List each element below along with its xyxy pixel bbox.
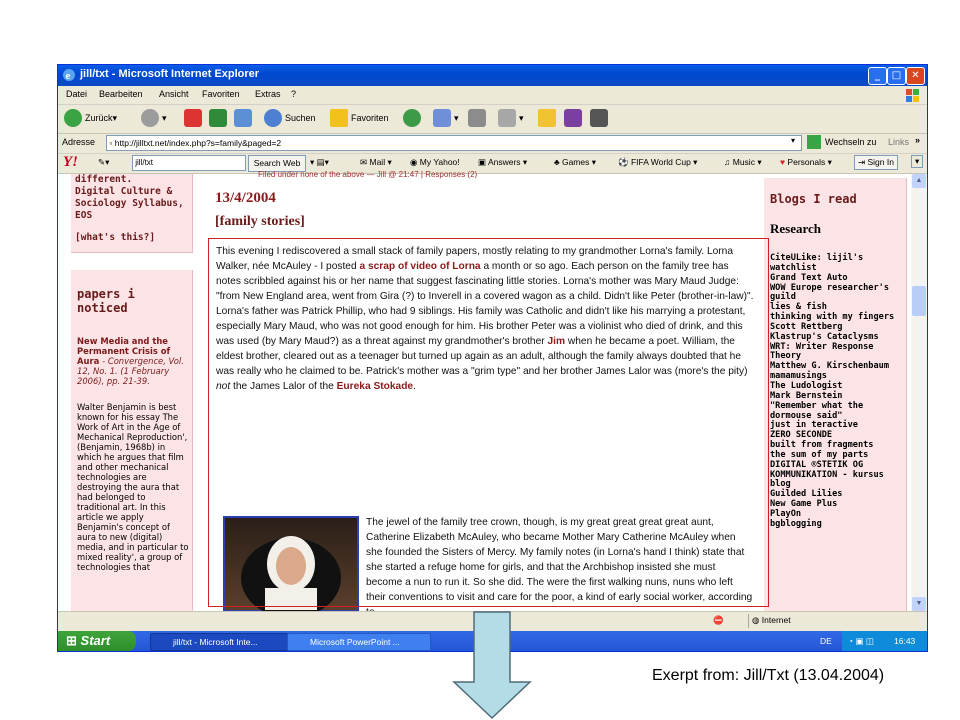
blog-link[interactable]: ZERO SECONDE bbox=[770, 430, 833, 441]
title-bar[interactable] bbox=[58, 65, 927, 86]
video-link[interactable]: a scrap of video of Lorna bbox=[359, 261, 481, 272]
tray-icons[interactable]: ◔ ▣ ◫ bbox=[848, 636, 874, 646]
menu-item[interactable]: Favoriten bbox=[202, 89, 240, 99]
left-top-panel bbox=[71, 174, 193, 253]
maximize-button[interactable]: □ bbox=[887, 67, 906, 85]
refresh-button[interactable] bbox=[209, 109, 230, 127]
panel-text: different. bbox=[75, 174, 133, 185]
folder-button[interactable] bbox=[538, 109, 559, 127]
clock: 16:43 bbox=[894, 636, 916, 646]
my-yahoo-icon: ◉ bbox=[410, 157, 418, 167]
syllabus-link[interactable]: Digital Culture & bbox=[75, 186, 173, 197]
post-meta: Filed under none of the above — Jill @ 21:47 | Responses (2) bbox=[258, 170, 478, 179]
blog-link-list bbox=[770, 254, 904, 530]
whats-this-link[interactable]: [what's this?] bbox=[75, 232, 156, 243]
blogs-heading: Blogs I read bbox=[770, 192, 857, 206]
answers-icon: ▣ bbox=[478, 157, 487, 167]
blog-link[interactable]: WOW Europe researcher's guild bbox=[770, 282, 889, 303]
edit-icon bbox=[498, 109, 516, 127]
search-icon bbox=[264, 109, 282, 127]
stop-button[interactable] bbox=[184, 109, 205, 127]
close-button[interactable]: ✕ bbox=[906, 67, 925, 85]
blog-link[interactable]: WRT: Writer Response Theory bbox=[770, 341, 874, 362]
address-input[interactable]: ▫ http://jilltxt.net/index.php?s=family&paged=2 bbox=[106, 135, 802, 151]
minimize-button[interactable]: _ bbox=[868, 67, 887, 85]
panel-heading: papers i noticed bbox=[77, 287, 135, 315]
back-button[interactable]: Zurück ▾ bbox=[64, 109, 117, 127]
blog-link[interactable]: just in teractive bbox=[770, 420, 858, 431]
highlight-box bbox=[208, 238, 769, 607]
answers-button[interactable]: ▣ Answers ▾ bbox=[478, 157, 528, 167]
home-button[interactable] bbox=[234, 109, 255, 127]
post-title[interactable]: [family stories] bbox=[215, 214, 305, 229]
blog-link[interactable]: PlayOn bbox=[770, 508, 802, 519]
games-icon: ♣ bbox=[554, 157, 560, 167]
scroll-down-icon[interactable]: ▼ bbox=[912, 597, 926, 611]
window-title: jill/txt - Microsoft Internet Explorer bbox=[80, 68, 260, 80]
research-button[interactable] bbox=[590, 109, 611, 127]
blog-link[interactable]: lies & fish bbox=[770, 302, 827, 313]
games-button[interactable]: ♣ Games ▾ bbox=[554, 157, 596, 167]
stop-icon bbox=[184, 109, 202, 127]
page-icon: ▫ bbox=[109, 138, 113, 148]
print-icon bbox=[468, 109, 486, 127]
menu-item[interactable]: ? bbox=[291, 89, 297, 99]
search-web-button[interactable]: Search Web bbox=[248, 155, 306, 172]
slide-caption: Exerpt from: Jill/Txt (13.04.2004) bbox=[652, 667, 885, 684]
eureka-link[interactable]: Eureka Stokade bbox=[336, 381, 414, 392]
ie-icon bbox=[62, 68, 76, 82]
blog-link[interactable]: Klastrup's Cataclysms bbox=[770, 331, 879, 342]
blog-link[interactable]: Grand Text Auto bbox=[770, 272, 848, 283]
menu-item[interactable]: Ansicht bbox=[159, 89, 189, 99]
blog-link[interactable]: DIGITAL ®STETIK OG KOMMUNIKATION - kursus blog bbox=[770, 459, 884, 490]
messenger-button[interactable] bbox=[564, 109, 585, 127]
toolbar-options-icon[interactable]: ▾ bbox=[911, 155, 923, 168]
vertical-scrollbar[interactable] bbox=[911, 174, 927, 611]
scroll-up-icon[interactable]: ▲ bbox=[912, 174, 926, 188]
personals-button[interactable]: ♥ Personals ▾ bbox=[780, 157, 832, 167]
blog-link[interactable]: "Remember what the dormouse said" bbox=[770, 400, 864, 421]
blog-link[interactable]: Mark Bernstein bbox=[770, 390, 843, 401]
go-button[interactable]: Wechseln zu bbox=[825, 137, 877, 147]
menu-item[interactable]: Datei bbox=[66, 89, 88, 99]
search-button[interactable]: Suchen bbox=[264, 109, 316, 127]
forward-arrow-icon bbox=[141, 109, 159, 127]
windows-logo-icon bbox=[903, 87, 921, 103]
messenger-icon bbox=[564, 109, 582, 127]
favorites-button[interactable]: Favoriten bbox=[330, 109, 389, 127]
windows-flag-icon: ⊞ bbox=[66, 633, 77, 648]
popup-blocked-icon[interactable]: ⛔ bbox=[713, 615, 724, 625]
mail-button[interactable]: ▾ bbox=[433, 109, 459, 127]
menu-item[interactable]: Extras bbox=[255, 89, 281, 99]
back-arrow-icon bbox=[64, 109, 82, 127]
blog-link[interactable]: New Game Plus bbox=[770, 499, 838, 510]
standard-toolbar bbox=[58, 105, 927, 134]
jim-link[interactable]: Jim bbox=[547, 336, 566, 347]
menu-item[interactable]: Bearbeiten bbox=[99, 89, 143, 99]
start-button[interactable]: ⊞ Start bbox=[58, 631, 136, 651]
task-powerpoint[interactable]: Microsoft PowerPoint ... bbox=[287, 633, 431, 651]
star-icon bbox=[330, 109, 348, 127]
blog-link[interactable]: Guilded Lilies bbox=[770, 489, 843, 500]
refresh-icon bbox=[209, 109, 227, 127]
sign-in-icon: ⇥ bbox=[858, 157, 866, 167]
folder-icon bbox=[538, 109, 556, 127]
music-button[interactable]: ♫ Music ▾ bbox=[724, 157, 762, 167]
search-options-icon[interactable]: ▾ ▤▾ bbox=[310, 157, 329, 167]
address-bar bbox=[58, 134, 927, 152]
blog-link[interactable]: CiteULike: lijil's watchlist bbox=[770, 253, 864, 273]
paper-title[interactable]: New Media and the Permanent Crisis of Aura - Convergence, Vol. 12, No. 1. (1 February 2006), pp. 21-39. bbox=[77, 336, 184, 386]
history-icon bbox=[403, 109, 421, 127]
blog-link[interactable]: the sum of my parts bbox=[770, 449, 869, 460]
home-icon bbox=[234, 109, 252, 127]
sign-in-button[interactable]: ⇥ Sign In bbox=[854, 155, 898, 170]
syllabus-link[interactable]: EOS bbox=[75, 210, 93, 221]
post-paragraph: This evening I rediscovered a small stack of family papers, mostly relating to my grandmother Lorna's family. Lorna Walker, née McAuley - I posted a scrap of video of Lorna a month or so ago. Each person on the family tree has notes scribbled against his or her name that suggest fascinating little stories. Lorna's mother was Mary Maud Judge: "from New England area, went from Gira (?) to Inverell in a covered wagon as a child. Didn't like Peter (brother-in-law)". Lorna's father was Patrick Phillip, who had 9 siblings. His family was Catholic and didn't like his marrying a protestant, especially Mary Maud, who was not good enough for him. His brother Peter was a violinist who died of drink, and this was used (by Mary Maud?) as a threat against my grandmother's brother Jim when he became a poet. William, the eldest brother, cleared out as a teenager but turned up again as an adult, although the family always doubted that he was really who he claimed to be. Patrick's mother was a "grim type" and her brother James Lalor was (more's the pity) not the James Lalor of the Eureka Stokade. bbox=[216, 246, 754, 392]
fifa-button[interactable]: ⚽ FIFA World Cup ▾ bbox=[618, 157, 698, 167]
yahoo-toolbar bbox=[58, 153, 927, 174]
chevron-right-icon[interactable]: » bbox=[915, 135, 921, 145]
address-dropdown-icon[interactable]: ▾ bbox=[791, 136, 796, 145]
blog-link[interactable]: bgblogging bbox=[770, 518, 822, 529]
post-date: 13/4/2004 bbox=[215, 190, 276, 206]
pencil-icon[interactable]: ✎▾ bbox=[98, 157, 110, 167]
yahoo-logo[interactable]: Y! bbox=[63, 154, 78, 170]
research-icon bbox=[590, 109, 608, 127]
blog-link[interactable]: Matthew G. Kirschenbaum bbox=[770, 361, 889, 372]
scroll-thumb[interactable] bbox=[912, 286, 926, 316]
mail-icon: ✉ bbox=[360, 157, 368, 167]
post-paragraph: The jewel of the family tree crown, though, is my great great great great aunt, Catherine Elizabeth McAuley, who became Mother Mary Catherine McAuley when she founded the Sisters of Mercy. My family notes (in Lorna's hand I think) state that she started a refuge home for girls, and that the Archbishop insisted she must become a nun to run it. So she did. The were the first walking nuns, nuns who left their conventions to visit and care for the poor, a kind of early social worker, according bbox=[366, 517, 753, 603]
go-arrow-icon[interactable] bbox=[807, 135, 821, 149]
blog-link[interactable]: Scott Rettberg bbox=[770, 321, 843, 332]
history-button[interactable] bbox=[403, 109, 424, 127]
globe-icon: ◍ bbox=[752, 615, 760, 625]
svg-text:e: e bbox=[65, 70, 71, 82]
blog-link[interactable]: The Ludologist bbox=[770, 380, 843, 391]
blog-link[interactable]: built from fragments bbox=[770, 440, 874, 451]
forward-button[interactable]: ▾ bbox=[141, 109, 167, 127]
music-icon: ♫ bbox=[724, 157, 731, 167]
paper-abstract: Walter Benjamin is best known for his essay The Work of Art in the Age of Mechanical Reproduction', (Benjamin, 1968b) in which he argues that film and other mechanical technologies are destroying the aura that had belonged to traditional art. In this article we apply Benjamin's concept of aura to new (digital) media, and in particular to mixed reality', a group of technologies that bbox=[77, 402, 189, 572]
papers-noticed-panel bbox=[71, 270, 193, 612]
blogroll-panel bbox=[764, 178, 907, 612]
research-heading: Research bbox=[770, 221, 822, 236]
yahoo-mail-button[interactable]: ✉ Mail ▾ bbox=[360, 157, 392, 167]
system-tray bbox=[820, 631, 927, 651]
blog-link[interactable]: mamamusings bbox=[770, 371, 827, 382]
address-label: Adresse bbox=[62, 137, 96, 147]
menu-bar bbox=[58, 86, 927, 105]
print-button[interactable] bbox=[468, 109, 489, 127]
down-arrow-icon bbox=[452, 612, 532, 720]
internet-zone: ◍ Internet bbox=[752, 615, 791, 625]
heart-icon: ♥ bbox=[780, 157, 786, 167]
blog-link[interactable]: thinking with my fingers bbox=[770, 312, 895, 323]
language-indicator[interactable]: DE bbox=[820, 636, 832, 646]
syllabus-link[interactable]: Sociology Syllabus, bbox=[75, 198, 184, 209]
links-label[interactable]: Links bbox=[888, 137, 910, 147]
mail-icon bbox=[433, 109, 451, 127]
task-ie[interactable]: jill/txt - Microsoft Inte... bbox=[150, 633, 294, 651]
my-yahoo-button[interactable]: ◉ My Yahoo! bbox=[410, 157, 460, 167]
fifa-icon: ⚽ bbox=[618, 157, 629, 167]
yahoo-search-input[interactable]: jill/txt bbox=[132, 155, 246, 171]
edit-button[interactable]: ▾ bbox=[498, 109, 524, 127]
